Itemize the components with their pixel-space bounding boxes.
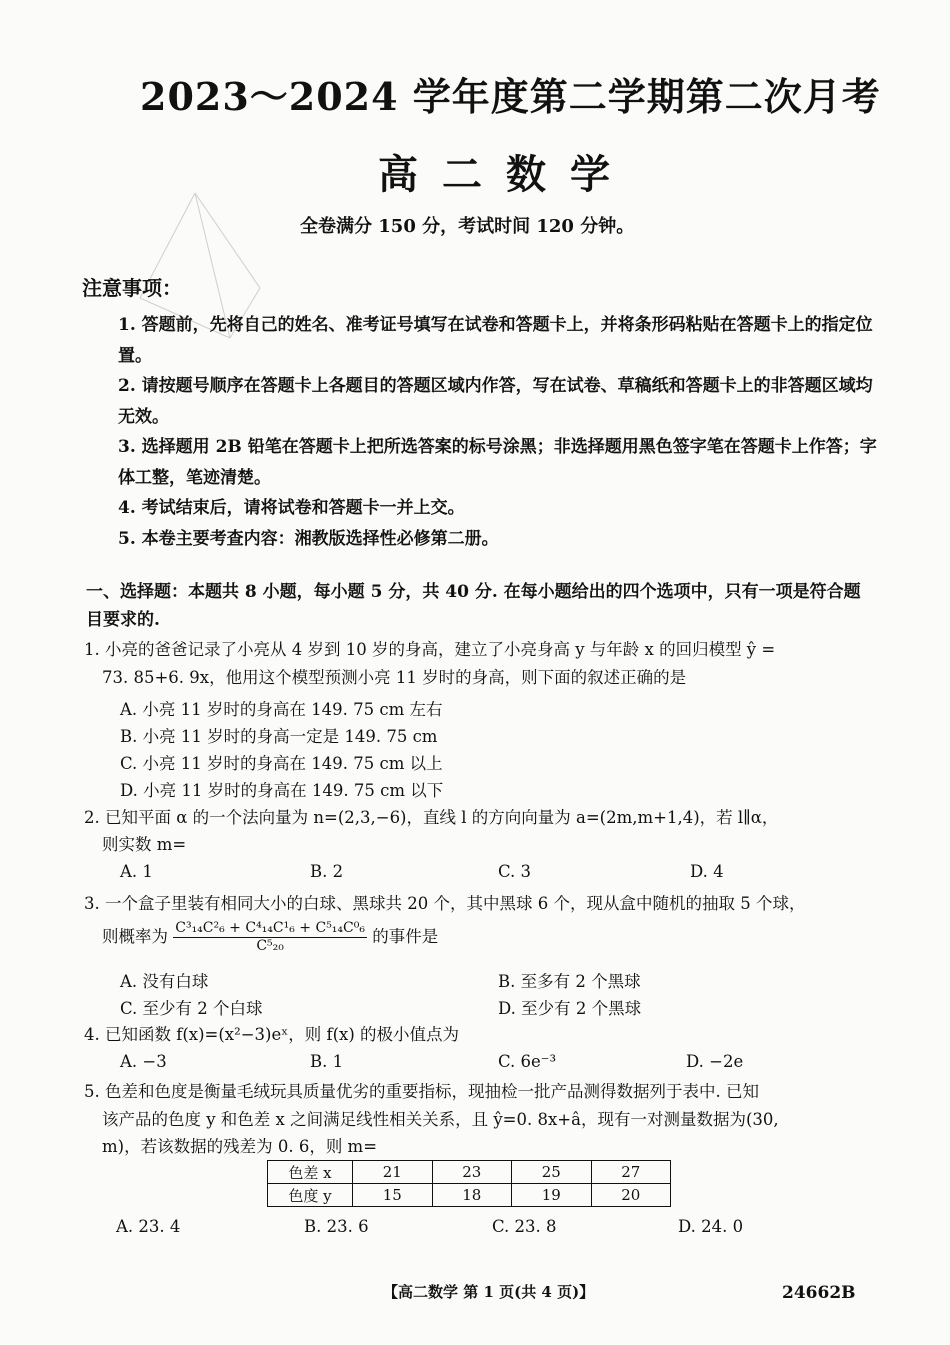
notice-item: 2. 请按题号顺序在答题卡上各题目的答题区域内作答，写在试卷、草稿纸和答题卡上的非答题区域均无效。 bbox=[118, 376, 873, 427]
table-cell: 20 bbox=[591, 1184, 671, 1207]
q2-stem-line1: 2. 已知平面 α 的一个法向量为 n=(2,3,−6)，直线 l 的方向向量为 a=(2m,m+1,4)，若 l∥α， bbox=[84, 808, 779, 827]
q5-stem-line3: m)，若该数据的残差为 0. 6，则 m= bbox=[102, 1137, 378, 1156]
score-info: 全卷满分 150 分，考试时间 120 分钟。 bbox=[300, 216, 635, 237]
q2-option-b: B. 2 bbox=[310, 862, 344, 881]
q1-stem-line2: 73. 85+6. 9x，他用这个模型预测小亮 11 岁时的身高，则下面的叙述正确的是 bbox=[102, 668, 687, 687]
q3-stem-suffix: 的事件是 bbox=[372, 927, 439, 946]
q5-option-d: D. 24. 0 bbox=[678, 1217, 744, 1236]
notice-heading: 注意事项： bbox=[82, 276, 182, 300]
subject-title: 高二数学 bbox=[378, 151, 634, 198]
table-cell: 23 bbox=[432, 1161, 512, 1184]
q2-option-a: A. 1 bbox=[120, 862, 153, 881]
table-cell: 25 bbox=[512, 1161, 592, 1184]
q4-option-b: B. 1 bbox=[310, 1052, 344, 1071]
q4-option-d: D. −2e bbox=[686, 1052, 744, 1071]
q3-stem-prefix: 则概率为 bbox=[102, 927, 168, 946]
exam-title: 2023～2024 学年度第二学期第二次月考 bbox=[140, 74, 881, 119]
q3-option-d: D. 至少有 2 个黑球 bbox=[498, 999, 642, 1018]
q3-option-c: C. 至少有 2 个白球 bbox=[120, 999, 263, 1018]
section-heading: 一、选择题：本题共 8 小题，每小题 5 分，共 40 分. 在每小题给出的四个选项中，只有一项是符合题目要求的. bbox=[86, 582, 861, 630]
table-row bbox=[268, 1184, 671, 1207]
table-cell: 27 bbox=[591, 1161, 671, 1184]
exam-code: 24662B bbox=[782, 1283, 856, 1303]
fraction-numerator: C³₁₄C²₆ + C⁴₁₄C¹₆ + C⁵₁₄C⁰₆ bbox=[175, 920, 365, 936]
q1-option-c: C. 小亮 11 岁时的身高在 149. 75 cm 以上 bbox=[120, 754, 443, 773]
table-cell: 21 bbox=[353, 1161, 433, 1184]
q5-option-c: C. 23. 8 bbox=[492, 1217, 557, 1236]
fraction-denominator: C⁵₂₀ bbox=[256, 938, 284, 954]
q3-stem-line1: 3. 一个盒子里装有相同大小的白球、黑球共 20 个，其中黑球 6 个，现从盒中随机的抽取 5 个球， bbox=[84, 894, 806, 913]
table-cell: 色差 x bbox=[268, 1161, 353, 1184]
q1-option-b: B. 小亮 11 岁时的身高一定是 149. 75 cm bbox=[120, 727, 438, 746]
q5-option-b: B. 23. 6 bbox=[304, 1217, 369, 1236]
q3-option-b: B. 至多有 2 个黑球 bbox=[498, 972, 641, 991]
q4-option-a: A. −3 bbox=[120, 1052, 167, 1071]
q2-stem-line2: 则实数 m= bbox=[102, 835, 187, 854]
notice-item: 5. 本卷主要考查内容：湘教版选择性必修第二册。 bbox=[118, 528, 499, 549]
q5-stem-line1: 5. 色差和色度是衡量毛绒玩具质量优劣的重要指标，现抽检一批产品测得数据列于表中. 已知 bbox=[84, 1082, 759, 1101]
table-cell: 色度 y bbox=[268, 1184, 353, 1207]
q1-stem-line1: 1. 小亮的爸爸记录了小亮从 4 岁到 10 岁的身高，建立了小亮身高 y 与年龄 x 的回归模型 ŷ = bbox=[84, 640, 776, 659]
q3-stem-line2 bbox=[102, 920, 438, 955]
page-footer: 【高二数学 第 1 页(共 4 页)】 bbox=[383, 1283, 595, 1301]
color-data-table bbox=[267, 1160, 671, 1207]
q4-stem-line1: 4. 已知函数 f(x)=(x²−3)eˣ，则 f(x) 的极小值点为 bbox=[84, 1025, 459, 1044]
q3-option-a: A. 没有白球 bbox=[120, 972, 209, 991]
q2-option-c: C. 3 bbox=[498, 862, 532, 881]
notice-item: 3. 选择题用 2B 铅笔在答题卡上把所选答案的标号涂黑；非选择题用黑色签字笔在答题卡上作答；字体工整，笔迹清楚。 bbox=[118, 437, 877, 488]
table-row bbox=[268, 1161, 671, 1184]
table-cell: 18 bbox=[432, 1184, 512, 1207]
q5-option-a: A. 23. 4 bbox=[116, 1217, 181, 1236]
notice-list bbox=[118, 310, 878, 554]
table-cell: 15 bbox=[353, 1184, 433, 1207]
q1-option-a: A. 小亮 11 岁时的身高在 149. 75 cm 左右 bbox=[120, 700, 443, 719]
q5-stem-line2: 该产品的色度 y 和色差 x 之间满足线性相关关系，且 ŷ=0. 8x+â，现有一对测量数据为(30, bbox=[102, 1110, 779, 1129]
probability-fraction bbox=[173, 920, 367, 955]
notice-item: 1. 答题前，先将自己的姓名、准考证号填写在试卷和答题卡上，并将条形码粘贴在答题卡上的指定位置。 bbox=[118, 315, 873, 366]
table-cell: 19 bbox=[512, 1184, 592, 1207]
q4-option-c: C. 6e⁻³ bbox=[498, 1052, 557, 1071]
q1-option-d: D. 小亮 11 岁时的身高在 149. 75 cm 以下 bbox=[120, 781, 444, 800]
q2-option-d: D. 4 bbox=[690, 862, 724, 881]
notice-item: 4. 考试结束后，请将试卷和答题卡一并上交。 bbox=[118, 498, 465, 518]
